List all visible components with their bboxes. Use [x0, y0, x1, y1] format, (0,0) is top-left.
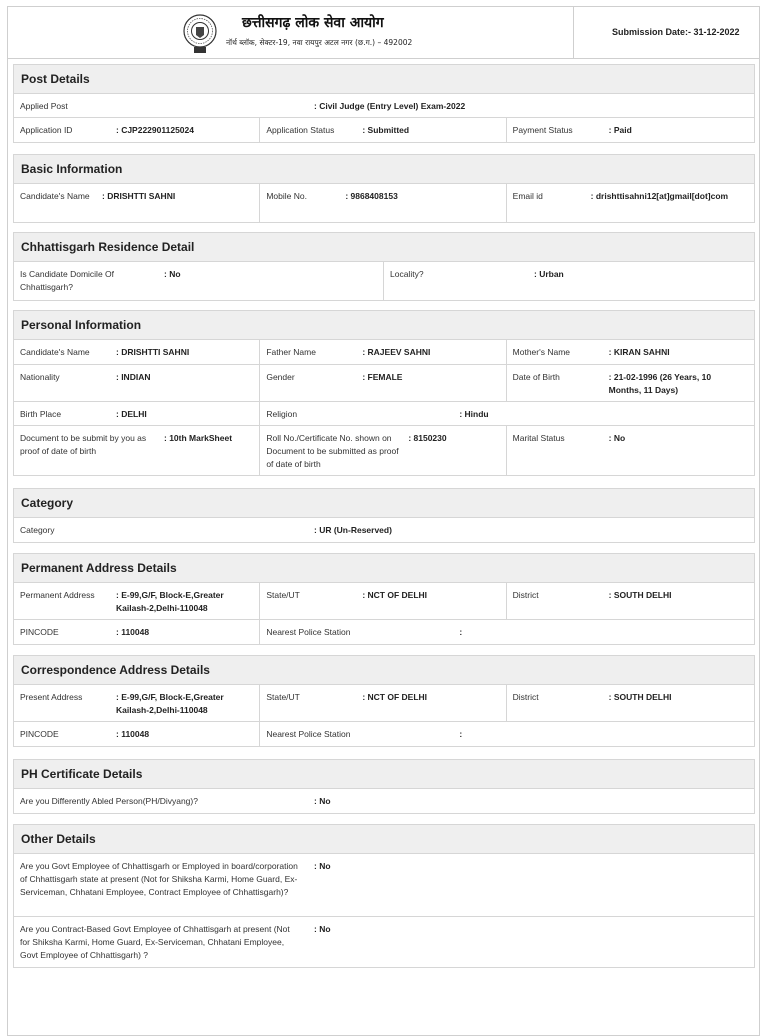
category-section: [13, 488, 755, 543]
present-address-value: : E-99,G/F, Block-E,Greater Kailash-2,Delhi-110048: [116, 692, 224, 715]
police-station-value: :: [459, 627, 463, 637]
district-label: District: [512, 692, 539, 702]
basic-information-section: [13, 154, 755, 223]
applied-post-label: Applied Post: [20, 101, 68, 111]
pincode-label: PINCODE: [20, 627, 59, 637]
section-title: Chhattisgarh Residence Detail: [14, 233, 754, 262]
nationality-label: Nationality: [20, 372, 60, 382]
police-station-label: Nearest Police Station: [266, 627, 351, 637]
email-label: Email id: [512, 191, 543, 201]
category-value: : UR (Un-Reserved): [314, 525, 392, 535]
mobile-value: : 9868408153: [345, 191, 398, 201]
roll-no-value: : 8150230: [408, 433, 447, 443]
payment-status-label: Payment Status: [512, 125, 573, 135]
present-address-label: Present Address: [20, 692, 83, 702]
category-label: Category: [20, 525, 55, 535]
nationality-value: : INDIAN: [116, 372, 151, 382]
ph-certificate-section: [13, 759, 755, 814]
marital-status-label: Marital Status: [512, 433, 565, 443]
mother-name-label: Mother's Name: [512, 347, 571, 357]
district-value: : SOUTH DELHI: [608, 692, 672, 702]
gender-value: : FEMALE: [362, 372, 403, 382]
application-status-label: Application Status: [266, 125, 335, 135]
application-id-label: Application ID: [20, 125, 73, 135]
personal-information-section: [13, 310, 755, 476]
correspondence-address-section: [13, 655, 755, 747]
payment-status-value: : Paid: [608, 125, 632, 135]
permanent-address-label: Permanent Address: [20, 590, 95, 600]
domicile-value: : No: [164, 269, 181, 279]
application-form: [7, 6, 760, 1036]
applied-post-value: : Civil Judge (Entry Level) Exam-2022: [314, 101, 466, 111]
section-title: Post Details: [14, 65, 754, 94]
district-value: : SOUTH DELHI: [608, 590, 672, 600]
state-label: State/UT: [266, 692, 300, 702]
gender-label: Gender: [266, 372, 295, 382]
submission-date: Submission Date:- 31-12-2022: [612, 27, 740, 37]
birth-place-value: : DELHI: [116, 409, 147, 419]
pincode-value: : 110048: [116, 627, 150, 637]
religion-value: : Hindu: [459, 409, 489, 419]
locality-value: : Urban: [534, 269, 564, 279]
religion-label: Religion: [266, 409, 298, 419]
govt-employee-value: : No: [314, 861, 331, 871]
ph-label: Are you Differently Abled Person(PH/Divyang)?: [20, 796, 198, 806]
candidate-name-value: : DRISHTTI SAHNI: [102, 191, 176, 201]
father-name-label: Father Name: [266, 347, 316, 357]
father-name-value: : RAJEEV SAHNI: [362, 347, 431, 357]
residence-detail-section: [13, 232, 755, 301]
police-station-value: :: [459, 729, 463, 739]
permanent-address-section: [13, 553, 755, 645]
ph-value: : No: [314, 796, 331, 806]
permanent-address-value: : E-99,G/F, Block-E,Greater Kailash-2,Delhi-110048: [116, 590, 224, 613]
organization-name: छत्तीसगढ़ लोक सेवा आयोग: [242, 15, 384, 31]
domicile-label: Is Candidate Domicile Of Chhattisgarh?: [20, 269, 115, 292]
govt-employee-label: Are you Govt Employee of Chhattisgarh or Employed in board/corporation of Chhattisgarh state at present (Not for Shiksha Karmi, Home Guard, Ex-Serviceman, Chhatani Employee, Contract Employee of Chhattisgarh)?: [20, 861, 298, 897]
application-id-value: : CJP222901125024: [116, 125, 194, 135]
roll-no-label: Roll No./Certificate No. shown on Document to be submitted as proof of date of birth: [266, 433, 399, 469]
section-title: Basic Information: [14, 155, 754, 184]
section-title: Other Details: [14, 825, 754, 854]
district-label: District: [512, 590, 539, 600]
cgpsc-emblem-icon: [182, 11, 218, 55]
section-title: Personal Information: [14, 311, 754, 340]
pincode-value: : 110048: [116, 729, 150, 739]
birth-place-label: Birth Place: [20, 409, 62, 419]
candidate-name-value: : DRISHTTI SAHNI: [116, 347, 190, 357]
mother-name-value: : KIRAN SAHNI: [608, 347, 670, 357]
mobile-label: Mobile No.: [266, 191, 307, 201]
state-value: : NCT OF DELHI: [362, 692, 428, 702]
section-title: Permanent Address Details: [14, 554, 754, 583]
application-status-value: : Submitted: [362, 125, 410, 135]
pincode-label: PINCODE: [20, 729, 59, 739]
other-details-section: [13, 824, 755, 968]
candidate-name-label: Candidate's Name: [20, 191, 90, 201]
form-header: [8, 7, 759, 59]
organization-address: नॉर्थ ब्लॉक, सेक्टर-19, नवा रायपुर अटल नगर (छ.ग.) – 492002: [226, 38, 413, 47]
dob-proof-label: Document to be submit by you as proof of date of birth: [20, 433, 147, 456]
marital-status-value: : No: [608, 433, 626, 443]
police-station-label: Nearest Police Station: [266, 729, 351, 739]
candidate-name-label: Candidate's Name: [20, 347, 90, 357]
state-value: : NCT OF DELHI: [362, 590, 428, 600]
dob-proof-value: : 10th MarkSheet: [164, 433, 233, 443]
state-label: State/UT: [266, 590, 300, 600]
section-title: Correspondence Address Details: [14, 656, 754, 685]
contract-employee-label: Are you Contract-Based Govt Employee of Chhattisgarh at present (Not for Shiksha Karmi, Home Guard, Ex-Serviceman, Chhatani Employee, Govt Employee of Chhattisgarh) ?: [20, 924, 290, 960]
dob-value: : 21-02-1996 (26 Years, 10 Months, 11 Days): [608, 372, 712, 395]
post-details-section: [13, 64, 755, 143]
contract-employee-value: : No: [314, 924, 331, 934]
locality-label: Locality?: [390, 269, 424, 279]
dob-label: Date of Birth: [512, 372, 560, 382]
section-title: PH Certificate Details: [14, 760, 754, 789]
email-value: : drishttisahni12[at]gmail[dot]com: [590, 191, 729, 201]
section-title: Category: [14, 489, 754, 518]
